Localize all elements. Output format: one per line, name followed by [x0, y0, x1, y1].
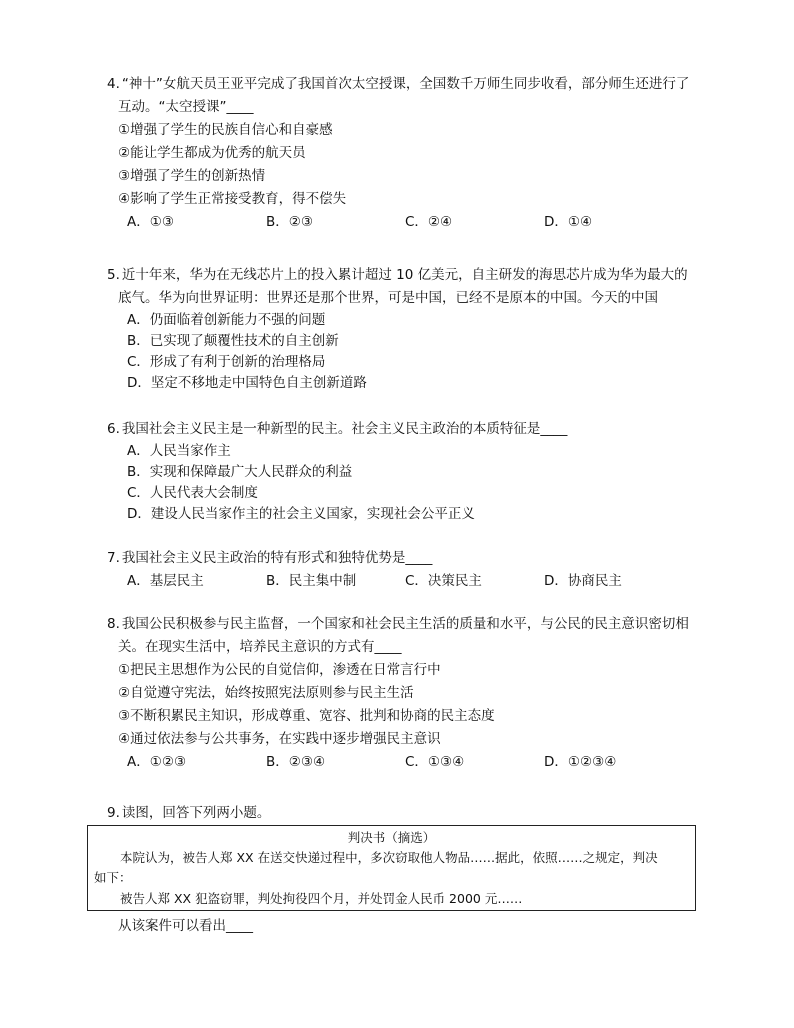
stem-line: 我国社会主义民主是一种新型的民主。社会主义民主政治的本质特征是____ [121, 421, 568, 437]
question-number: 6. [107, 421, 120, 437]
option-b[interactable]: B．民主集中制 [266, 573, 357, 589]
sub-item: ①把民主思想作为公民的自觉信仰，渗透在日常言行中 [118, 662, 441, 678]
stem-line: 关。在现实生活中，培养民主意识的方式有____ [118, 639, 402, 655]
question-5 [107, 264, 707, 394]
question-9-prompt: 从该案件可以看出____ [118, 918, 253, 934]
option-c[interactable]: C．形成了有利于创新的治理格局 [127, 354, 326, 370]
option-c[interactable]: C．②④ [405, 214, 453, 230]
question-6-stem [107, 418, 707, 441]
option-b[interactable]: B．②③④ [266, 754, 326, 770]
box-title: 判决书（摘选） [347, 830, 436, 845]
box-paragraph: 本院认为，被告人郑 XX 在送交快递过程中，多次窃取他人物品……据此，依照……之规定，判决 [120, 850, 658, 865]
option-d[interactable]: D．①②③④ [544, 754, 617, 770]
options-list [107, 310, 707, 394]
question-8 [107, 613, 707, 774]
question-9-stem [107, 802, 707, 825]
stem-line: 我国公民积极参与民主监督，一个国家和社会民主生活的质量和水平，与公民的民主意识密切相 [121, 616, 689, 632]
question-7 [107, 547, 707, 593]
option-b[interactable]: B．②③ [266, 214, 313, 230]
question-number: 8. [107, 616, 120, 632]
option-d[interactable]: D．协商民主 [544, 573, 622, 589]
option-a[interactable]: A．仍面临着创新能力不强的问题 [127, 312, 326, 328]
option-b[interactable]: B．已实现了颠覆性技术的自主创新 [127, 333, 339, 349]
stem-line: 互动。“太空授课”____ [118, 99, 254, 115]
option-a[interactable]: A．①②③ [127, 754, 187, 770]
options-list [107, 441, 707, 525]
option-a[interactable]: A．基层民主 [127, 573, 204, 589]
question-number: 7. [107, 550, 120, 566]
sub-item: ④通过依法参与公共事务，在实践中逐步增强民主意识 [118, 731, 441, 747]
option-d[interactable]: D．坚定不移地走中国特色自主创新道路 [127, 375, 367, 391]
options-row [107, 751, 707, 774]
question-9 [107, 802, 707, 825]
stem-line: 近十年来，华为在无线芯片上的投入累计超过 10 亿美元，自主研发的海思芯片成为华为最大的 [121, 267, 688, 283]
judgment-excerpt-box [87, 825, 696, 911]
option-a[interactable]: A．人民当家作主 [127, 443, 231, 459]
option-c[interactable]: C．决策民主 [405, 573, 482, 589]
question-number: 5. [107, 267, 120, 283]
sub-item: ①增强了学生的民族自信心和自豪感 [118, 122, 333, 138]
question-7-stem [107, 547, 707, 570]
box-paragraph-continuation: 如下： [94, 870, 132, 885]
option-c[interactable]: C．①③④ [405, 754, 465, 770]
question-6 [107, 418, 707, 525]
option-b[interactable]: B．实现和保障最广大人民群众的利益 [127, 464, 353, 480]
question-5-stem [107, 264, 707, 287]
stem-line: 底气。华为向世界证明：世界还是那个世界，可是中国，已经不是原本的中国。今天的中国 [118, 290, 658, 306]
question-number: 4. [107, 76, 120, 92]
option-d[interactable]: D．建设人民当家作主的社会主义国家，实现社会公平正义 [127, 506, 475, 522]
options-row [107, 211, 707, 234]
box-verdict: 被告人郑 XX 犯盗窃罪，判处拘役四个月，并处罚金人民币 2000 元…… [120, 891, 523, 906]
stem-line: “神十”女航天员王亚平完成了我国首次太空授课，全国数千万师生同步收看，部分师生还进行了 [121, 76, 690, 92]
question-number: 9. [107, 805, 120, 821]
question-8-stem [107, 613, 707, 636]
sub-item: ②能让学生都成为优秀的航天员 [118, 145, 306, 161]
sub-item: ③不断积累民主知识，形成尊重、宽容、批判和协商的民主态度 [118, 708, 495, 724]
option-a[interactable]: A．①③ [127, 214, 174, 230]
option-c[interactable]: C．人民代表大会制度 [127, 485, 258, 501]
sub-item: ③增强了学生的创新热情 [118, 168, 266, 184]
stem-line: 我国社会主义民主政治的特有形式和独特优势是____ [121, 550, 433, 566]
sub-item: ②自觉遵守宪法，始终按照宪法原则参与民主生活 [118, 685, 414, 701]
stem-line: 读图，回答下列两小题。 [121, 805, 271, 821]
question-4 [107, 73, 707, 234]
options-row [107, 570, 707, 593]
option-d[interactable]: D．①④ [544, 214, 593, 230]
question-4-stem [107, 73, 707, 96]
sub-item: ④影响了学生正常接受教育，得不偿失 [118, 191, 347, 207]
